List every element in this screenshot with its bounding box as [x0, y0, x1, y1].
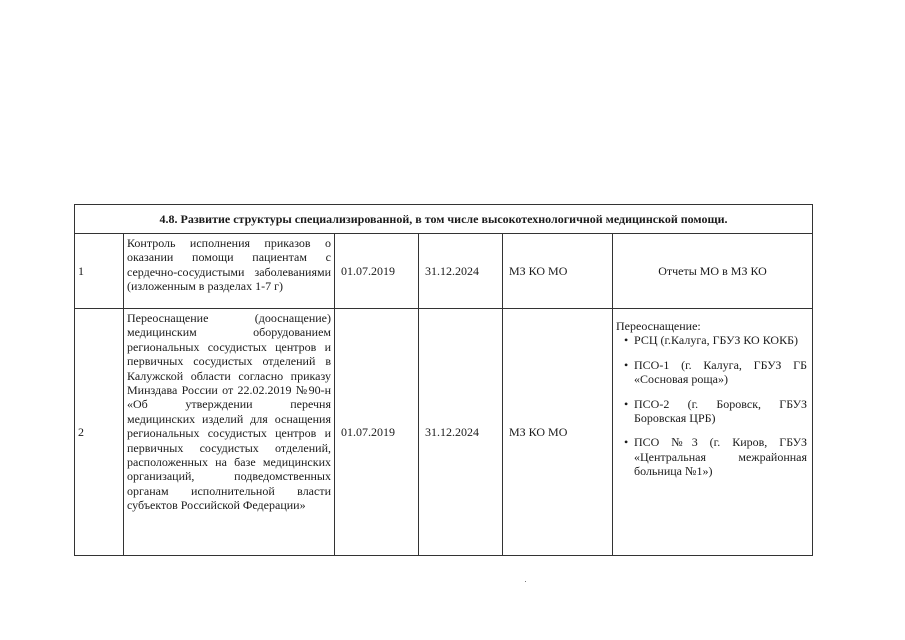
- bullet-icon: •: [624, 396, 629, 411]
- list-item-text: РСЦ (г.Калуга, ГБУЗ КО КОКБ): [634, 333, 798, 348]
- bullet-icon: •: [624, 333, 629, 348]
- table-row: [75, 309, 813, 556]
- list-item: [624, 396, 808, 426]
- row-number: 1: [75, 234, 124, 309]
- section-title: 4.8. Развитие структуры специализированной, в том числе высокотехнологичной медицинской помощи.: [75, 205, 813, 234]
- list-item-text: ПСО-1 (г. Калуга, ГБУЗ ГБ «Сосновая роща»): [634, 357, 808, 387]
- list-item: [624, 435, 808, 479]
- bullet-icon: •: [624, 357, 629, 372]
- responsible: МЗ КО МО: [503, 234, 613, 309]
- row-number: 2: [75, 309, 124, 556]
- expected-result: [613, 309, 813, 556]
- list-item: [624, 357, 808, 387]
- start-date: 01.07.2019: [335, 309, 419, 556]
- start-date: 01.07.2019: [335, 234, 419, 309]
- responsible: МЗ КО МО: [503, 309, 613, 556]
- list-item: [624, 333, 807, 348]
- task-description: Контроль исполнения приказов о оказании помощи пациентам с сердечно-сосудистыми заболеваниями (изложенным в разделах 1-7 г): [124, 234, 335, 309]
- task-description: Переоснащение (дооснащение) медицинским оборудованием региональных сосудистых центров и первичных сосудистых отделений в Калужской области согласно приказу Минздава России от 22.02.2019 №90-н «Об утверждении перечня медицинских изделий для оснащения региональных сосудистых центров и первичных сосудистых отделений, расположенных на базе медицинских организаций, подведомственных органам исполнительной власти субъектов Российской Федерации»: [124, 309, 335, 556]
- table-row: [75, 234, 813, 309]
- list-item-text: ПСО-2 (г. Боровск, ГБУЗ Боровская ЦРБ): [634, 396, 808, 426]
- result-heading: Переоснащение:: [616, 319, 701, 333]
- bullet-icon: •: [624, 435, 629, 450]
- section-header-row: [75, 205, 813, 234]
- list-item-text: ПСО №3 (г. Киров, ГБУЗ «Центральная межрайонная больница №1»): [634, 435, 808, 479]
- scan-speck: [525, 581, 526, 582]
- end-date: 31.12.2024: [419, 309, 503, 556]
- expected-result: Отчеты МО в МЗ КО: [613, 234, 813, 309]
- result-list: [616, 333, 809, 478]
- end-date: 31.12.2024: [419, 234, 503, 309]
- measures-table: [74, 204, 813, 556]
